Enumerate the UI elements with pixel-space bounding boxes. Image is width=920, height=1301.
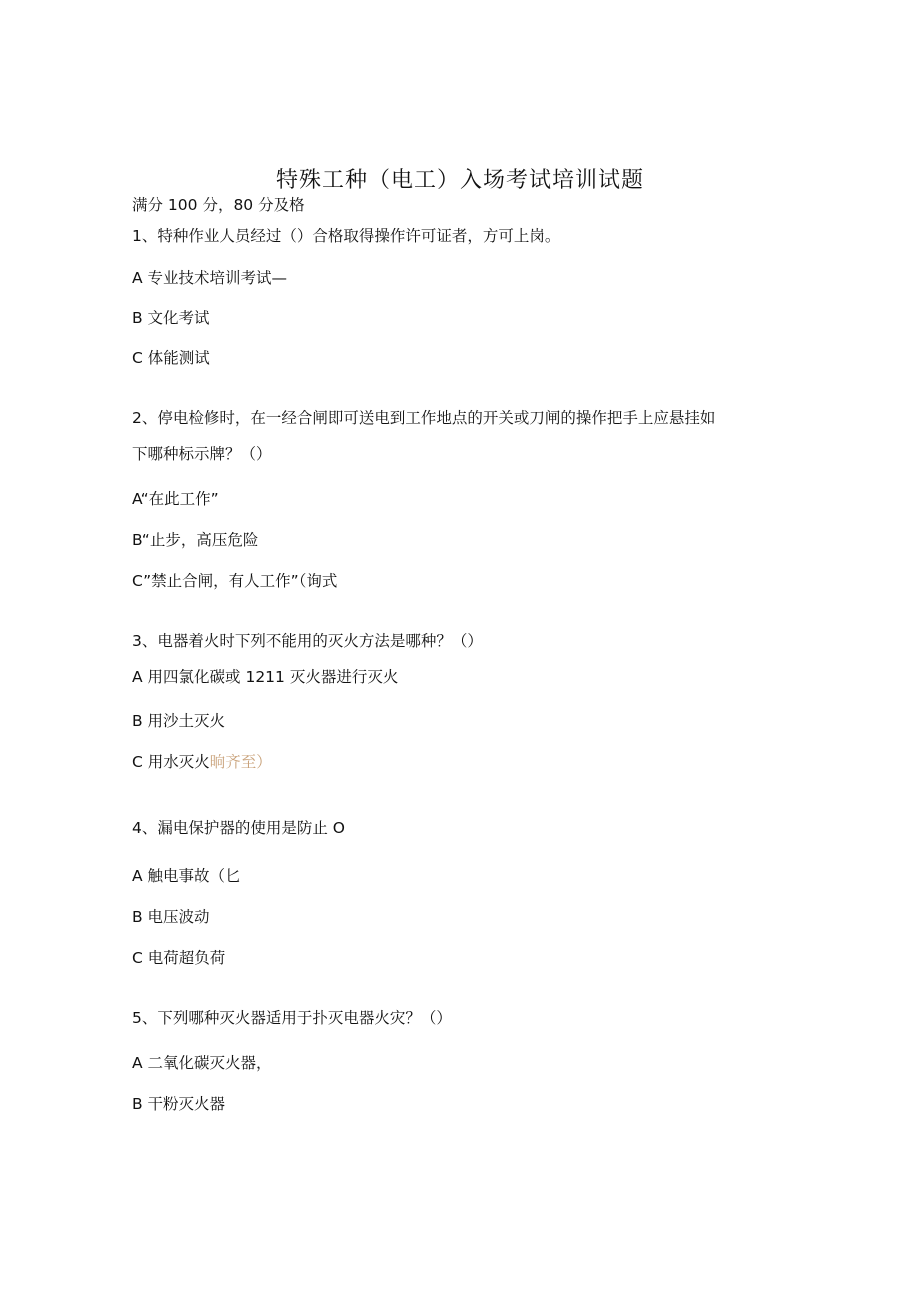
question-3-option-a: A 用四氯化碳或 1211 灭火器进行灭火 bbox=[132, 668, 399, 686]
question-5-option-a: A 二氧化碳灭火器， bbox=[132, 1054, 272, 1072]
question-1-option-a: A 专业技术培训考试— bbox=[132, 269, 288, 287]
page-title: 特殊工种（电工）入场考试培训试题 bbox=[275, 168, 644, 193]
question-2-option-a: A“在此工作” bbox=[132, 490, 219, 508]
question-3-option-c-mark: 晌齐至） bbox=[209, 753, 272, 771]
question-4-option-c: C 电荷超负荷 bbox=[132, 949, 226, 967]
question-2-option-b: B“止步，高压危险 bbox=[132, 531, 259, 549]
question-4-option-b: B 电压波动 bbox=[132, 908, 210, 926]
question-4-stem: 4、漏电保护器的使用是防止 O bbox=[132, 819, 345, 837]
question-1-option-b: B 文化考试 bbox=[132, 309, 210, 327]
question-1-stem: 1、特种作业人员经过（）合格取得操作许可证者，方可上岗。 bbox=[132, 227, 561, 245]
question-2-option-c: C”禁止合闸，有人工作”（询式 bbox=[132, 572, 338, 590]
question-2-stem-line2: 下哪种标示牌？（） bbox=[132, 445, 272, 463]
question-3-option-b: B 用沙土灭火 bbox=[132, 712, 226, 730]
question-3-stem: 3、电器着火时下列不能用的灭火方法是哪种？（） bbox=[132, 632, 483, 650]
score-note: 满分 100 分，80 分及格 bbox=[132, 196, 305, 214]
question-2-stem-line1: 2、停电检修时，在一经合闸即可送电到工作地点的开关或刀闸的操作把手上应悬挂如 bbox=[132, 409, 716, 427]
question-5-option-b: B 干粉灭火器 bbox=[132, 1095, 226, 1113]
question-4-option-a: A 触电事故（匕 bbox=[132, 867, 241, 885]
question-1-option-c: C 体能测试 bbox=[132, 349, 210, 367]
question-5-stem: 5、下列哪种灭火器适用于扑灭电器火灾？（） bbox=[132, 1009, 452, 1027]
question-3-option-c bbox=[132, 752, 272, 772]
question-3-option-c-text: C 用水灭火 bbox=[132, 753, 210, 771]
